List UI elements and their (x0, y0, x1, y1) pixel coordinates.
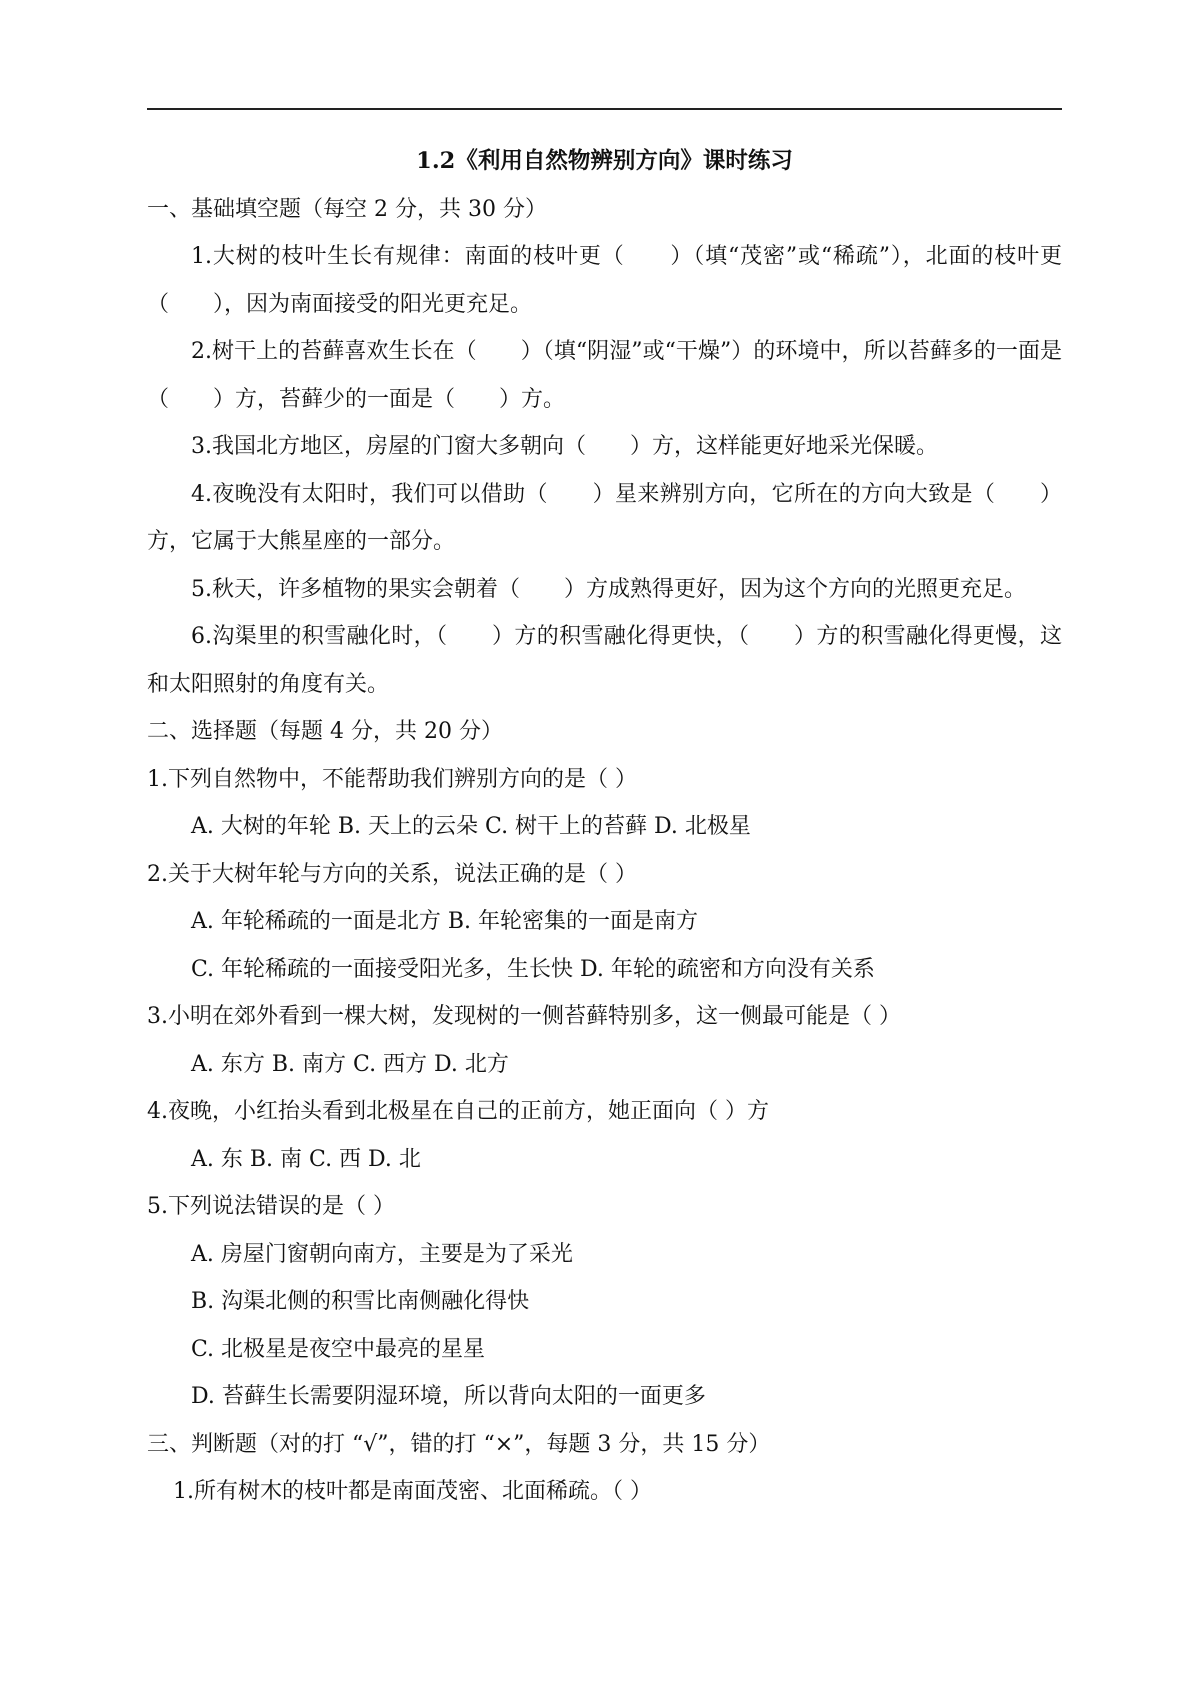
choice-options (147, 898, 1062, 993)
worksheet-title: 1.2《利用自然物辨别方向》课时练习 (416, 148, 793, 174)
choice-question-stem: 3.小明在郊外看到一棵大树，发现树的一侧苔藓特别多，这一侧最可能是（ ） (147, 1004, 901, 1029)
fill-in-question: 1.大树的枝叶生长有规律：南面的枝叶更（ ）（填“茂密”或“稀疏”），北面的枝叶更（ ），因为南面接受的阳光更充足。 (147, 244, 1062, 317)
choice-option-line: A. 大树的年轮 B. 天上的云朵 C. 树干上的苔藓 D. 北极星 (191, 814, 751, 839)
choice-option-line: D. 苔藓生长需要阴湿环境，所以背向太阳的一面更多 (191, 1384, 706, 1409)
choice-option-line: C. 北极星是夜空中最亮的星星 (191, 1336, 486, 1362)
choice-question-stem: 4.夜晚，小红抬头看到北极星在自己的正前方，她正面向（ ）方 (147, 1099, 769, 1124)
fill-in-question: 2.树干上的苔藓喜欢生长在（ ）（填“阴湿”或“干燥”）的环境中，所以苔藓多的一面是（ ）方，苔藓少的一面是（ ）方。 (147, 339, 1062, 412)
true-false-question: 1.所有树木的枝叶都是南面茂密、北面稀疏。（ ） (173, 1479, 652, 1504)
choice-option-line: C. 年轮稀疏的一面接受阳光多，生长快 D. 年轮的疏密和方向没有关系 (191, 956, 875, 982)
worksheet (147, 138, 1062, 1516)
header-rule (147, 108, 1062, 110)
section-choice-heading: 二、选择题（每题 4 分，共 20 分） (147, 719, 503, 744)
section-true-false-heading: 三、判断题（对的打 “√”，错的打 “×”，每题 3 分，共 15 分） (147, 1431, 771, 1457)
fill-in-question: 4.夜晚没有太阳时，我们可以借助（ ）星来辨别方向，它所在的方向大致是（ ）方，它属于大熊星座的一部分。 (147, 481, 1062, 554)
choice-option-line: A. 东方 B. 南方 C. 西方 D. 北方 (191, 1051, 509, 1077)
choice-options (147, 1136, 1062, 1184)
choice-option-line: A. 年轮稀疏的一面是北方 B. 年轮密集的一面是南方 (191, 909, 699, 934)
choice-question-stem: 5.下列说法错误的是（ ） (147, 1194, 395, 1219)
choice-option-line: A. 东 B. 南 C. 西 D. 北 (191, 1146, 421, 1172)
choice-option-line: B. 沟渠北侧的积雪比南侧融化得快 (191, 1289, 530, 1314)
fill-in-question: 3.我国北方地区，房屋的门窗大多朝向（ ）方，这样能更好地采光保暖。 (191, 434, 938, 459)
fill-in-question: 5.秋天，许多植物的果实会朝着（ ）方成熟得更好，因为这个方向的光照更充足。 (191, 576, 1026, 602)
choice-option-line: A. 房屋门窗朝向南方，主要是为了采光 (191, 1241, 573, 1267)
choice-options (147, 1041, 1062, 1089)
choice-question-stem: 1.下列自然物中，不能帮助我们辨别方向的是（ ） (147, 766, 637, 792)
choice-options (147, 1231, 1062, 1421)
fill-in-question: 6.沟渠里的积雪融化时，（ ）方的积雪融化得更快，（ ）方的积雪融化得更慢，这和太阳照射的角度有关。 (147, 624, 1062, 697)
choice-question-stem: 2.关于大树年轮与方向的关系，说法正确的是（ ） (147, 861, 637, 887)
choice-options (147, 803, 1062, 851)
section-fill-in-heading: 一、基础填空题（每空 2 分，共 30 分） (147, 196, 547, 222)
